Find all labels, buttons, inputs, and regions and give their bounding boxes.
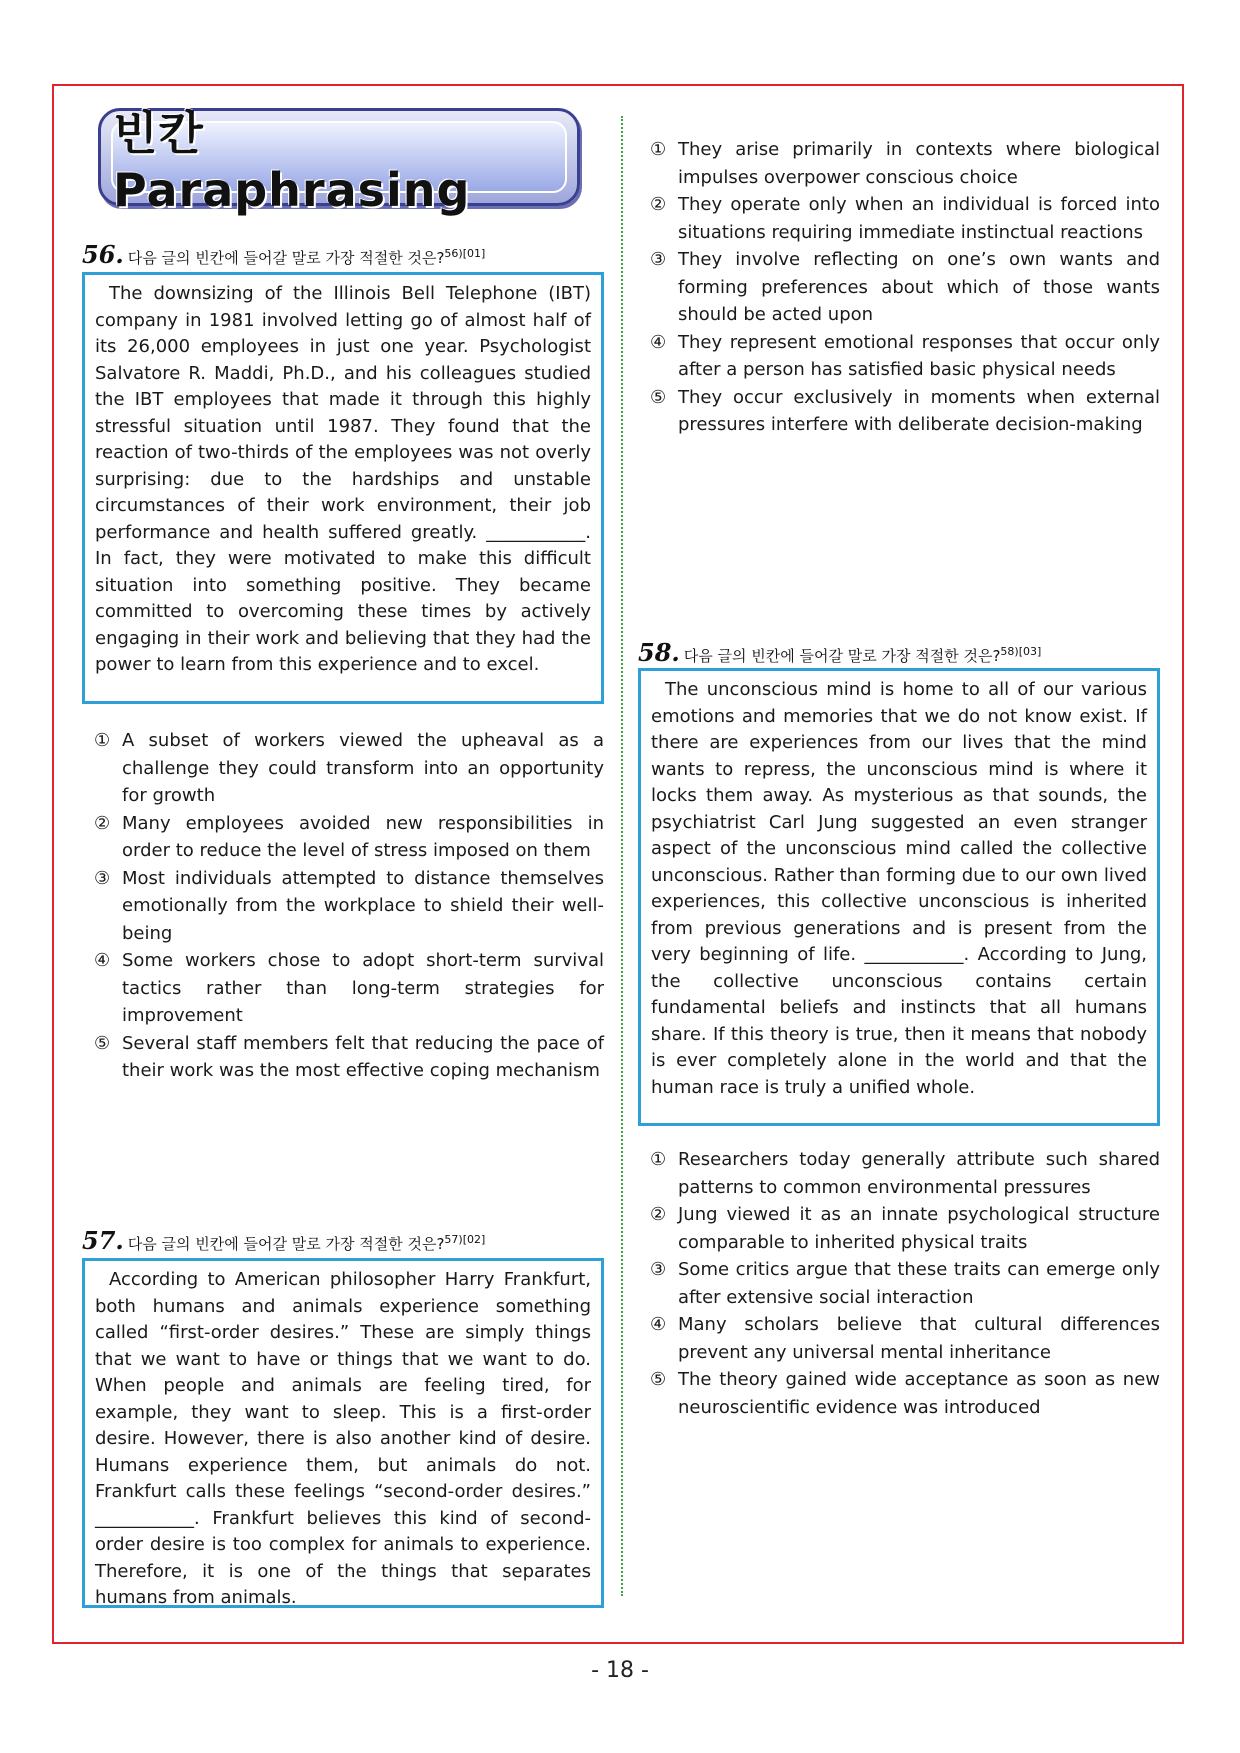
passage-box-56 <box>82 272 604 704</box>
question-prompt: 다음 글의 빈칸에 들어갈 말로 가장 적절한 것은? <box>683 647 1001 665</box>
option-marker: ④ <box>94 950 111 971</box>
question-ref: 57)[02] <box>444 1233 486 1246</box>
answer-option[interactable] <box>94 1030 604 1085</box>
option-marker: ⑤ <box>94 1032 111 1054</box>
option-text: Many employees avoided new responsibilities in order to reduce the level of stress imposed on them <box>122 812 604 861</box>
page-number: - 18 - <box>591 1658 649 1683</box>
answer-option[interactable] <box>650 1366 1160 1421</box>
option-text: Several staff members felt that reducing the pace of their work was the most effective coping mechanism <box>122 1032 604 1081</box>
option-text: They represent emotional responses that occur only after a person has satisfied basic physical needs <box>678 331 1160 380</box>
option-text: The theory gained wide acceptance as soon as new neuroscientific evidence was introduced <box>678 1369 1160 1418</box>
question-header-57 <box>82 1226 485 1255</box>
option-text: Many scholars believe that cultural differences prevent any universal mental inheritance <box>678 1314 1160 1363</box>
section-title: 빈칸 Paraphrasing <box>113 106 471 217</box>
option-marker: ③ <box>94 867 111 889</box>
answer-option[interactable] <box>650 1201 1160 1256</box>
option-marker: ① <box>94 730 111 751</box>
question-prompt: 다음 글의 빈칸에 들어갈 말로 가장 적절한 것은? <box>127 1235 445 1253</box>
passage-text: According to American philosopher Harry Frankfurt, both humans and animals experience something called “first-order desires.” These are simply things that we want to have or things that we want to do. When people and animals are feeling tired, for example, they want to sleep. This is a first-order desire. However, there is also another kind of desire. Humans experience them, but animals do not. Frankfurt calls these feelings “second-order desires.” ___________. Frankfurt believes this kind of second-order desire is too complex for animals to experience. Therefore, it is one of the things that separates humans from animals. <box>95 1269 591 1608</box>
option-text: Researchers today generally attribute such shared patterns to common environmental pressures <box>678 1149 1160 1198</box>
option-marker: ③ <box>650 1259 667 1280</box>
option-text: They occur exclusively in moments when external pressures interfere with deliberate decision-making <box>678 386 1160 435</box>
answer-option[interactable] <box>650 1146 1160 1201</box>
option-marker: ⑤ <box>650 386 667 408</box>
answer-option[interactable] <box>650 1256 1160 1311</box>
option-text: They operate only when an individual is forced into situations requiring immediate instinctual reactions <box>678 194 1160 243</box>
answer-option[interactable] <box>650 191 1160 246</box>
passage-text: The unconscious mind is home to all of our various emotions and memories that we do not know exist. If there are experiences from our lives that the mind wants to repress, the unconscious mind is where it locks them away. As mysterious as that sounds, the psychiatrist Carl Jung suggested an even stranger aspect of the unconscious mind called the collective unconscious. Rather than forming due to our own lived experiences, this collective unconscious is inherited from previous generations and is present from the very beginning of life. ___________. According to Jung, the collective unconscious contains certain fundamental beliefs and instincts that all humans share. If this theory is true, then it means that nobody is ever completely alone in the world and that the human race is truly a unified whole. <box>651 679 1147 1098</box>
question-header-56 <box>82 240 485 269</box>
answer-options-58 <box>650 1146 1160 1421</box>
option-text: Most individuals attempted to distance themselves emotionally from the workplace to shield their well-being <box>122 867 604 944</box>
answer-option[interactable] <box>650 384 1160 439</box>
option-marker: ① <box>650 139 667 160</box>
answer-option[interactable] <box>94 810 604 865</box>
question-ref: 58)[03] <box>1000 645 1042 658</box>
option-marker: ② <box>94 812 111 834</box>
option-marker: ④ <box>650 1314 667 1335</box>
option-marker: ② <box>650 1204 667 1225</box>
answer-option[interactable] <box>650 329 1160 384</box>
answer-option[interactable] <box>94 727 604 810</box>
question-number: 56. <box>82 240 124 269</box>
option-marker: ④ <box>650 331 667 353</box>
option-marker: ⑤ <box>650 1369 667 1390</box>
question-number: 57. <box>82 1226 124 1255</box>
option-text: Some critics argue that these traits can emerge only after extensive social interaction <box>678 1259 1160 1308</box>
option-text: They arise primarily in contexts where biological impulses overpower conscious choice <box>678 139 1160 188</box>
option-text: Jung viewed it as an innate psychological structure comparable to inherited physical traits <box>678 1204 1160 1253</box>
passage-box-57 <box>82 1258 604 1608</box>
answer-option[interactable] <box>94 865 604 948</box>
answer-options-57 <box>650 136 1160 439</box>
option-marker: ① <box>650 1149 667 1170</box>
option-text: Some workers chose to adopt short-term survival tactics rather than long-term strategies for improvement <box>122 950 604 1026</box>
question-header-58 <box>638 638 1041 667</box>
section-title-badge <box>98 106 580 217</box>
answer-option[interactable] <box>650 136 1160 191</box>
question-prompt: 다음 글의 빈칸에 들어갈 말로 가장 적절한 것은? <box>127 249 445 267</box>
answer-option[interactable] <box>650 246 1160 329</box>
option-text: They involve reflecting on one’s own wants and forming preferences about which of those wants should be acted upon <box>678 249 1160 325</box>
question-number: 58. <box>638 638 680 667</box>
answer-option[interactable] <box>650 1311 1160 1366</box>
answer-option[interactable] <box>94 947 604 1030</box>
passage-box-58 <box>638 668 1160 1126</box>
option-text: A subset of workers viewed the upheaval as a challenge they could transform into an opportunity for growth <box>122 730 604 806</box>
column-divider <box>621 116 623 1596</box>
section-title-inner <box>111 106 567 217</box>
option-marker: ③ <box>650 249 667 270</box>
answer-options-56 <box>94 727 604 1085</box>
option-marker: ② <box>650 194 667 215</box>
question-ref: 56)[01] <box>444 247 486 260</box>
passage-text: The downsizing of the Illinois Bell Telephone (IBT) company in 1981 involved letting go of almost half of its 26,000 employees in just one year. Psychologist Salvatore R. Maddi, Ph.D., and his colleagues studied the IBT employees that made it through this highly stressful situation until 1987. They found that the reaction of two-thirds of the employees was not overly surprising: due to the hardships and unstable circumstances of their work environment, their job performance and health suffered greatly. ___________. In fact, they were motivated to make this difficult situation into something positive. They became committed to overcoming these times by actively engaging in their work and believing that they had the power to learn from this experience and to excel. <box>95 283 591 675</box>
